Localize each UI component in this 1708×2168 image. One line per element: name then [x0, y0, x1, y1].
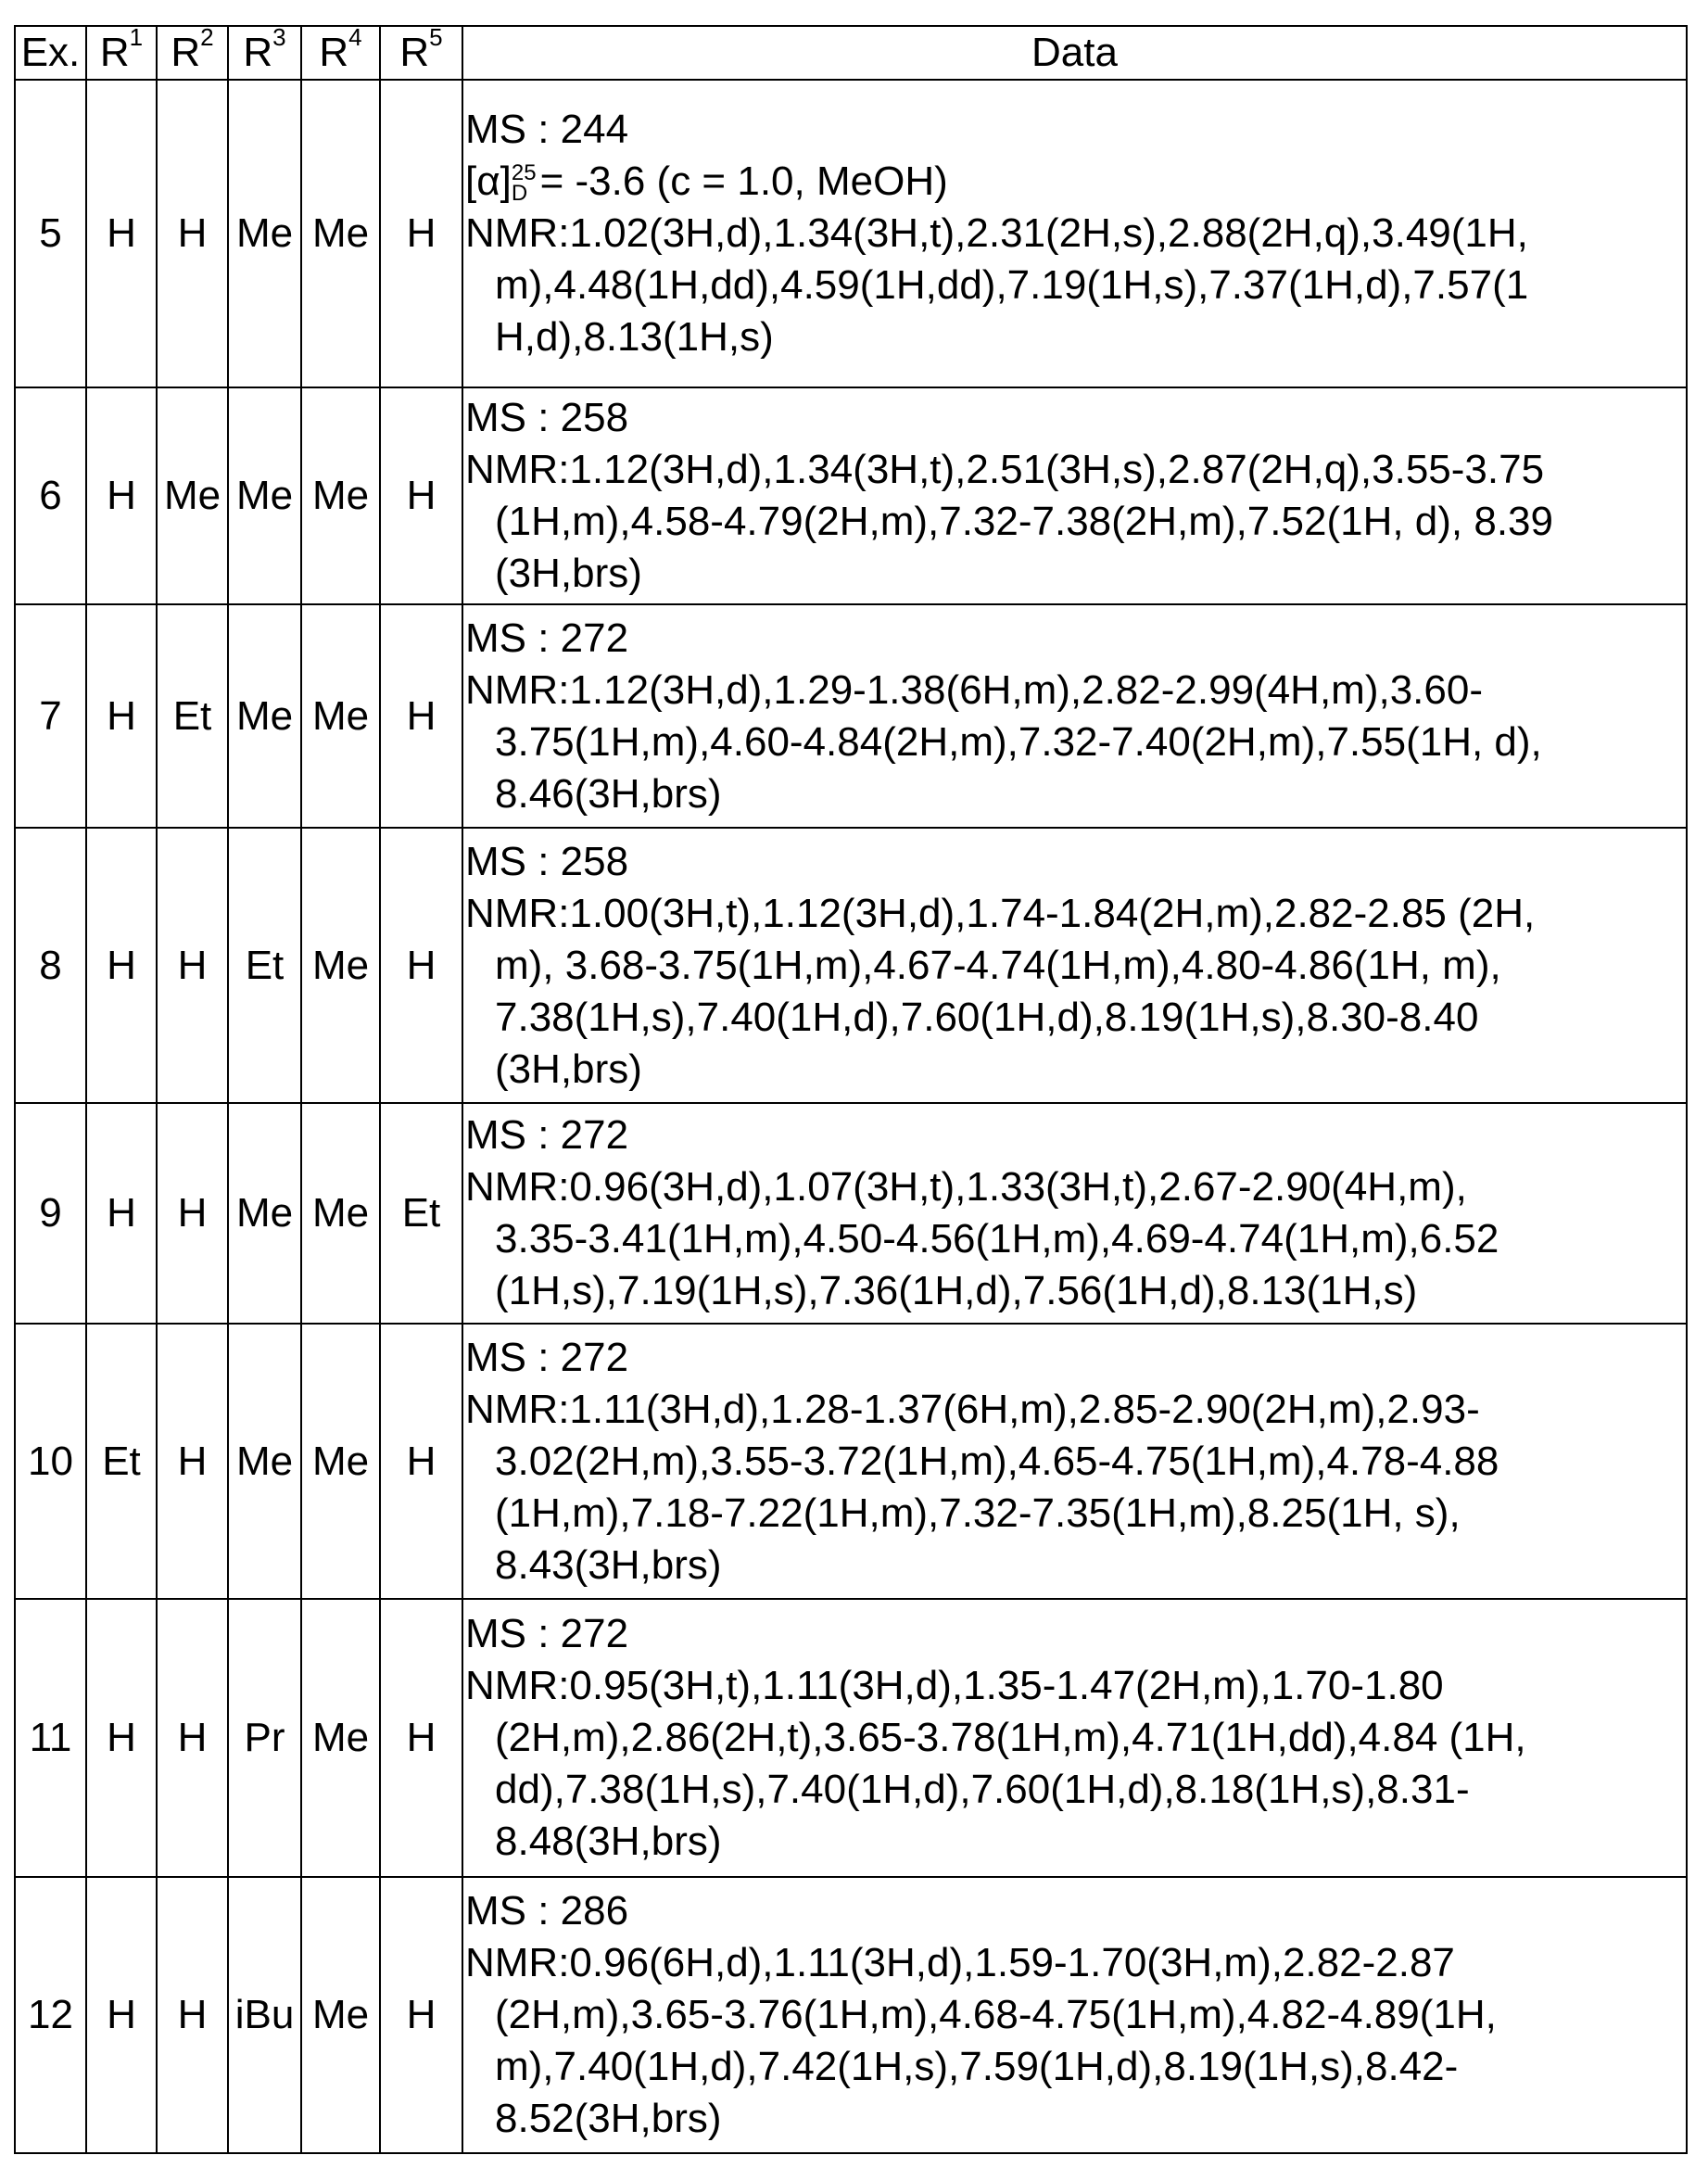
cell-r2: Me: [157, 387, 228, 604]
nmr-line: NMR:1.11(3H,d),1.28-1.37(6H,m),2.85-2.90(2H,m),2.93-: [465, 1384, 1686, 1436]
nmr-line: 8.48(3H,brs): [465, 1816, 1686, 1868]
nmr-line: 8.46(3H,brs): [465, 768, 1686, 820]
table-row: [15, 80, 1687, 387]
header-r3: R3: [228, 26, 301, 80]
nmr-line: dd),7.38(1H,s),7.40(1H,d),7.60(1H,d),8.18(1H,s),8.31-: [465, 1764, 1686, 1816]
cell-data: [462, 1324, 1687, 1599]
cell-ex: 11: [15, 1599, 86, 1877]
cell-r3: Me: [228, 1324, 301, 1599]
cell-r2: H: [157, 1324, 228, 1599]
nmr-line: NMR:0.96(6H,d),1.11(3H,d),1.59-1.70(3H,m),2.82-2.87: [465, 1937, 1686, 1989]
nmr-line: (1H,s),7.19(1H,s),7.36(1H,d),7.56(1H,d),8.13(1H,s): [465, 1265, 1686, 1317]
table-row: [15, 1877, 1687, 2153]
cell-r5: H: [380, 1877, 462, 2153]
cell-data: [462, 387, 1687, 604]
cell-r5: H: [380, 604, 462, 828]
cell-r2: H: [157, 80, 228, 387]
nmr-line: H,d),8.13(1H,s): [465, 311, 1686, 363]
cell-r2: Et: [157, 604, 228, 828]
table-row: [15, 387, 1687, 604]
nmr-line: (3H,brs): [465, 548, 1686, 600]
nmr-line: (1H,m),7.18-7.22(1H,m),7.32-7.35(1H,m),8.25(1H, s),: [465, 1488, 1686, 1540]
cell-r3: Pr: [228, 1599, 301, 1877]
cell-r5: H: [380, 1599, 462, 1877]
header-ex: Ex.: [15, 26, 86, 80]
cell-r3: Me: [228, 80, 301, 387]
nmr-line: (1H,m),4.58-4.79(2H,m),7.32-7.38(2H,m),7.52(1H, d), 8.39: [465, 496, 1686, 548]
table-row: [15, 1324, 1687, 1599]
cell-r5: Et: [380, 1103, 462, 1324]
cell-ex: 10: [15, 1324, 86, 1599]
cell-data: [462, 1877, 1687, 2153]
cell-r1: H: [86, 604, 157, 828]
table-row: [15, 1599, 1687, 1877]
cell-ex: 9: [15, 1103, 86, 1324]
ms-value: MS : 286: [465, 1885, 1686, 1937]
cell-r2: H: [157, 1877, 228, 2153]
cell-r3: Me: [228, 1103, 301, 1324]
cell-r3: iBu: [228, 1877, 301, 2153]
nmr-line: 8.52(3H,brs): [465, 2093, 1686, 2145]
cell-r4: Me: [301, 80, 380, 387]
nmr-line: m),7.40(1H,d),7.42(1H,s),7.59(1H,d),8.19(1H,s),8.42-: [465, 2041, 1686, 2093]
header-r1: R1: [86, 26, 157, 80]
ms-value: MS : 258: [465, 836, 1686, 888]
compound-data-table: [14, 25, 1688, 2154]
ms-value: MS : 244: [465, 104, 1686, 156]
cell-r4: Me: [301, 1324, 380, 1599]
cell-r3: Me: [228, 387, 301, 604]
cell-ex: 12: [15, 1877, 86, 2153]
nmr-line: NMR:1.02(3H,d),1.34(3H,t),2.31(2H,s),2.88(2H,q),3.49(1H,: [465, 208, 1686, 260]
optical-rotation: [α] 25 D = -3.6 (c = 1.0, MeOH): [465, 156, 1686, 208]
table-row: [15, 1103, 1687, 1324]
nmr-line: NMR:1.12(3H,d),1.34(3H,t),2.51(3H,s),2.87(2H,q),3.55-3.75: [465, 444, 1686, 496]
nmr-line: NMR:0.95(3H,t),1.11(3H,d),1.35-1.47(2H,m),1.70-1.80: [465, 1660, 1686, 1712]
nmr-line: m), 3.68-3.75(1H,m),4.67-4.74(1H,m),4.80-4.86(1H, m),: [465, 940, 1686, 992]
cell-r2: H: [157, 1599, 228, 1877]
ms-value: MS : 272: [465, 1332, 1686, 1384]
cell-r5: H: [380, 387, 462, 604]
nmr-line: (2H,m),3.65-3.76(1H,m),4.68-4.75(1H,m),4.82-4.89(1H,: [465, 1989, 1686, 2041]
cell-r2: H: [157, 1103, 228, 1324]
ms-value: MS : 272: [465, 1608, 1686, 1660]
cell-ex: 5: [15, 80, 86, 387]
nmr-line: 7.38(1H,s),7.40(1H,d),7.60(1H,d),8.19(1H,s),8.30-8.40: [465, 992, 1686, 1044]
cell-r4: Me: [301, 1877, 380, 2153]
cell-r4: Me: [301, 1599, 380, 1877]
cell-r5: H: [380, 80, 462, 387]
header-data: Data: [462, 26, 1687, 80]
nmr-line: 8.43(3H,brs): [465, 1540, 1686, 1591]
ms-value: MS : 272: [465, 613, 1686, 665]
cell-r4: Me: [301, 387, 380, 604]
cell-ex: 6: [15, 387, 86, 604]
cell-ex: 7: [15, 604, 86, 828]
header-r2: R2: [157, 26, 228, 80]
cell-r2: H: [157, 828, 228, 1103]
cell-r5: H: [380, 828, 462, 1103]
table-row: [15, 828, 1687, 1103]
cell-r1: H: [86, 1599, 157, 1877]
cell-data: [462, 80, 1687, 387]
cell-r1: H: [86, 828, 157, 1103]
cell-r1: Et: [86, 1324, 157, 1599]
nmr-line: NMR:1.00(3H,t),1.12(3H,d),1.74-1.84(2H,m),2.82-2.85 (2H,: [465, 888, 1686, 940]
cell-data: [462, 828, 1687, 1103]
cell-data: [462, 1103, 1687, 1324]
cell-data: [462, 1599, 1687, 1877]
cell-r5: H: [380, 1324, 462, 1599]
header-r5: R5: [380, 26, 462, 80]
nmr-line: m),4.48(1H,dd),4.59(1H,dd),7.19(1H,s),7.37(1H,d),7.57(1: [465, 260, 1686, 311]
nmr-line: 3.02(2H,m),3.55-3.72(1H,m),4.65-4.75(1H,m),4.78-4.88: [465, 1436, 1686, 1488]
cell-data: [462, 604, 1687, 828]
nmr-line: 3.35-3.41(1H,m),4.50-4.56(1H,m),4.69-4.74(1H,m),6.52: [465, 1213, 1686, 1265]
cell-r4: Me: [301, 828, 380, 1103]
header-r4: R4: [301, 26, 380, 80]
cell-r4: Me: [301, 1103, 380, 1324]
nmr-line: (3H,brs): [465, 1044, 1686, 1096]
ms-value: MS : 258: [465, 392, 1686, 444]
cell-r1: H: [86, 387, 157, 604]
cell-ex: 8: [15, 828, 86, 1103]
cell-r3: Me: [228, 604, 301, 828]
cell-r4: Me: [301, 604, 380, 828]
nmr-line: NMR:0.96(3H,d),1.07(3H,t),1.33(3H,t),2.67-2.90(4H,m),: [465, 1161, 1686, 1213]
cell-r1: H: [86, 80, 157, 387]
ms-value: MS : 272: [465, 1109, 1686, 1161]
table-row: [15, 604, 1687, 828]
nmr-line: NMR:1.12(3H,d),1.29-1.38(6H,m),2.82-2.99(4H,m),3.60-: [465, 665, 1686, 716]
nmr-line: 3.75(1H,m),4.60-4.84(2H,m),7.32-7.40(2H,m),7.55(1H, d),: [465, 716, 1686, 768]
cell-r1: H: [86, 1877, 157, 2153]
cell-r1: H: [86, 1103, 157, 1324]
cell-r3: Et: [228, 828, 301, 1103]
nmr-line: (2H,m),2.86(2H,t),3.65-3.78(1H,m),4.71(1H,dd),4.84 (1H,: [465, 1712, 1686, 1764]
header-row: [15, 26, 1687, 80]
